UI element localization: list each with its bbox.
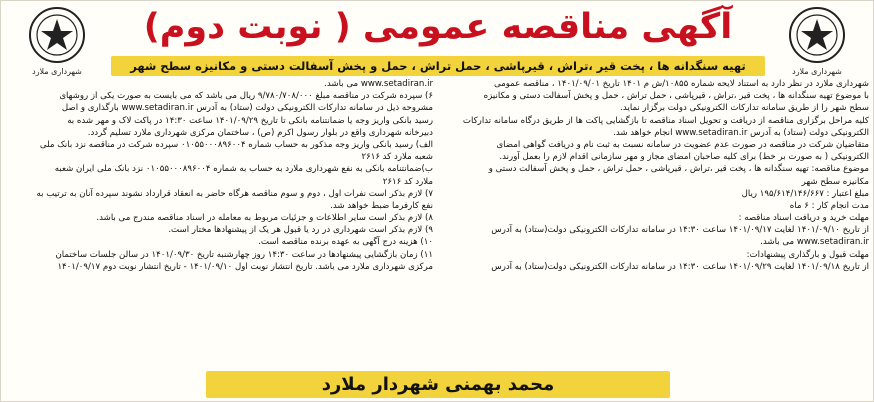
tender-subtitle: تهیه سنگدانه ها ، پخت قیر ،تراش ، قیرپاشی ، حمل تراش ، حمل و پخش آسفالت دستی و مکانیزه سطح شهر <box>111 56 765 76</box>
municipality-emblem-right <box>775 5 859 81</box>
paragraph-line: ۶) سپرده شرکت در مناقصه مبلغ ۹/۷۸۰/۷۰۸/۰۰۰ ریال می باشد که می بایست به صورت یکی از روشهای <box>59 91 433 102</box>
paragraph-line: مرکزی شهرداری ملارد می باشد. تاریخ انتشار نوبت اول ۱۴۰۱/۰۹/۱۰ - تاریخ انتشار نوبت دوم ۱۴۰۱/۰۹/۱۷ <box>57 261 433 272</box>
paragraph-line: مهلت قبول و بارگذاری پیشنهادات: <box>746 249 869 260</box>
paragraph-line: موضوع مناقصه: تهیه سنگدانه ها ، پخت قیر ،تراش ، قیرپاشی ، حمل تراش ، حمل و پخش آسفالت دستی و <box>488 164 869 175</box>
paragraph-line: شعبه ملارد کد ۲۶۱۶ <box>361 152 433 163</box>
paragraph-line: ۷) لازم بذکر است نفرات اول ، دوم و سوم مناقصه هرگاه حاضر به انعقاد قرارداد نشوند سپرده آنان به ترتیب به <box>36 188 433 199</box>
paragraph-line: از تاریخ ۱۴۰۱/۰۹/۱۸ لغایت ۱۴۰۱/۰۹/۲۹ ساعت ۱۴:۳۰ در سامانه تدارکات الکترونیکی دولت(ستاد) به آدرس <box>491 261 869 272</box>
paragraph-line: مهلت خرید و دریافت اسناد مناقصه : <box>738 213 869 224</box>
paragraph-line: الف) رسید بانکی واریز وجه مذکور به حساب شماره ۰۱۰۵۵۰۰۰۸۹۶۰۰۴ سپرده شرکت در مناقصه نزد بانک ملی <box>39 139 433 150</box>
left-column <box>7 79 433 359</box>
paragraph-line: الکترونیکی ( به صورت بر خط) برای کلیه صاحبان امضای مجاز و مهر سازمانی اقدام لازم را بعمل آورند. <box>499 152 869 163</box>
paragraph-line: www.setadiran.ir می باشد. <box>324 79 433 89</box>
emblem-org-name: شهرداری ملارد <box>792 67 842 76</box>
paragraph-line: مدت انجام کار : ۶ ماه <box>789 200 869 211</box>
paragraph-line: ۱۱) زمان بازگشایی پیشنهادها در ساعت ۱۴:۳۰ روز چهارشنبه تاریخ ۱۴۰۱/۰۹/۳۰ در سالن جلسات ساختمان <box>55 249 433 260</box>
municipality-emblem-icon <box>27 5 87 65</box>
paragraph-line: ب)ضمانتنامه بانکی به نفع شهرداری ملارد به حساب به شماره ۰۱۰۵۵۰۰۰۸۹۶۰۰۴ نزد بانک ملی ایران شعبه <box>54 164 433 175</box>
municipality-emblem-icon <box>787 5 847 65</box>
emblem-org-name: شهرداری ملارد <box>32 67 82 76</box>
right-column <box>443 79 869 359</box>
paragraph-line: ۸) لازم بذکر است سایر اطلاعات و جزئیات مربوط به معامله در اسناد مناقصه مندرج می باشد. <box>96 213 433 224</box>
paragraph-line: ۱۰) هزینه درج آگهی به عهده برنده مناقصه است. <box>258 237 433 248</box>
paragraph-line: الکترونیکی دولت (ستاد) به آدرس www.setadiran.ir انجام خواهد شد. <box>613 127 869 138</box>
ad-body <box>7 79 869 359</box>
municipality-emblem-left <box>15 5 99 81</box>
paragraph-line: سطح شهر را از طریق سامانه تدارکات الکترونیکی دولت برگزار نماید. <box>620 103 869 114</box>
paragraph-line: ۹) لازم بذکر است شهرداری در رد یا قبول هر یک از پیشنهادها مختار است. <box>168 225 433 236</box>
paragraph-line: مشروحه ذیل در سامانه تدارکات الکترونیکی دولت (ستاد) به آدرس www.setadiran.ir بارگذاری و اصل <box>61 103 433 114</box>
paragraph-line: با موضوع تهیه سنگدانه ها ، پخت قیر ،تراش ، قیرپاشی ، حمل تراش ، حمل و پخش آسفالت دستی و مکانیزه <box>483 91 869 102</box>
paragraph-line: نفع کارفرما ضبط خواهد شد. <box>330 200 433 211</box>
paragraph-line: متقاضیان شرکت در مناقصه در صورت عدم عضویت در سامانه نسبت به ثبت نام و دریافت گواهی امضای <box>496 139 869 150</box>
page-title: آگهی مناقصه عمومی ( نوبت دوم) <box>143 7 733 47</box>
signature-footer: محمد بهمنی شهردار ملارد <box>206 371 670 398</box>
paragraph-line: از تاریخ ۱۴۰۱/۰۹/۱۰ لغایت ۱۴۰۱/۰۹/۱۷ ساعت ۱۴:۳۰ در سامانه تدارکات الکترونیکی دولت(ستاد) به آدرس <box>491 225 869 236</box>
paragraph-line: رسید بانکی واریز وجه یا ضمانتنامه بانکی تا تاریخ ۱۴۰۱/۰۹/۲۹ ساعت ۱۴:۳۰ در پاکت لاک و مهر شده به <box>67 115 433 126</box>
paragraph-line: دبیرخانه شهرداری واقع در بلوار رسول اکرم (ص) ، ساختمان مرکزی شهرداری ملارد تسلیم گردد. <box>87 127 433 138</box>
paragraph-line: شهرداری ملارد در نظر دارد به استناد لایحه شماره ۱۰۸۵۵/ش م ۱۴۰۱ تاریخ ۱۴۰۱/۰۹/۰۱ ، مناقصه عمومی <box>493 79 869 89</box>
paragraph-line: کلیه مراحل برگزاری مناقصه از دریافت و تحویل اسناد مناقصه تا بازگشایی پاکت ها از طریق درگاه سامانه تدارکات <box>462 115 869 126</box>
paragraph-line: مکانیزه سطح شهر <box>801 176 869 187</box>
paragraph-line: ملارد کد ۲۶۱۶ <box>382 176 433 187</box>
paragraph-line: www.setadiran.ir می باشد. <box>760 237 869 248</box>
paragraph-line: مبلغ اعتبار : ۱۹۵/۶۱۴/۱۴۶/۶۶۷ ریال <box>741 188 869 199</box>
